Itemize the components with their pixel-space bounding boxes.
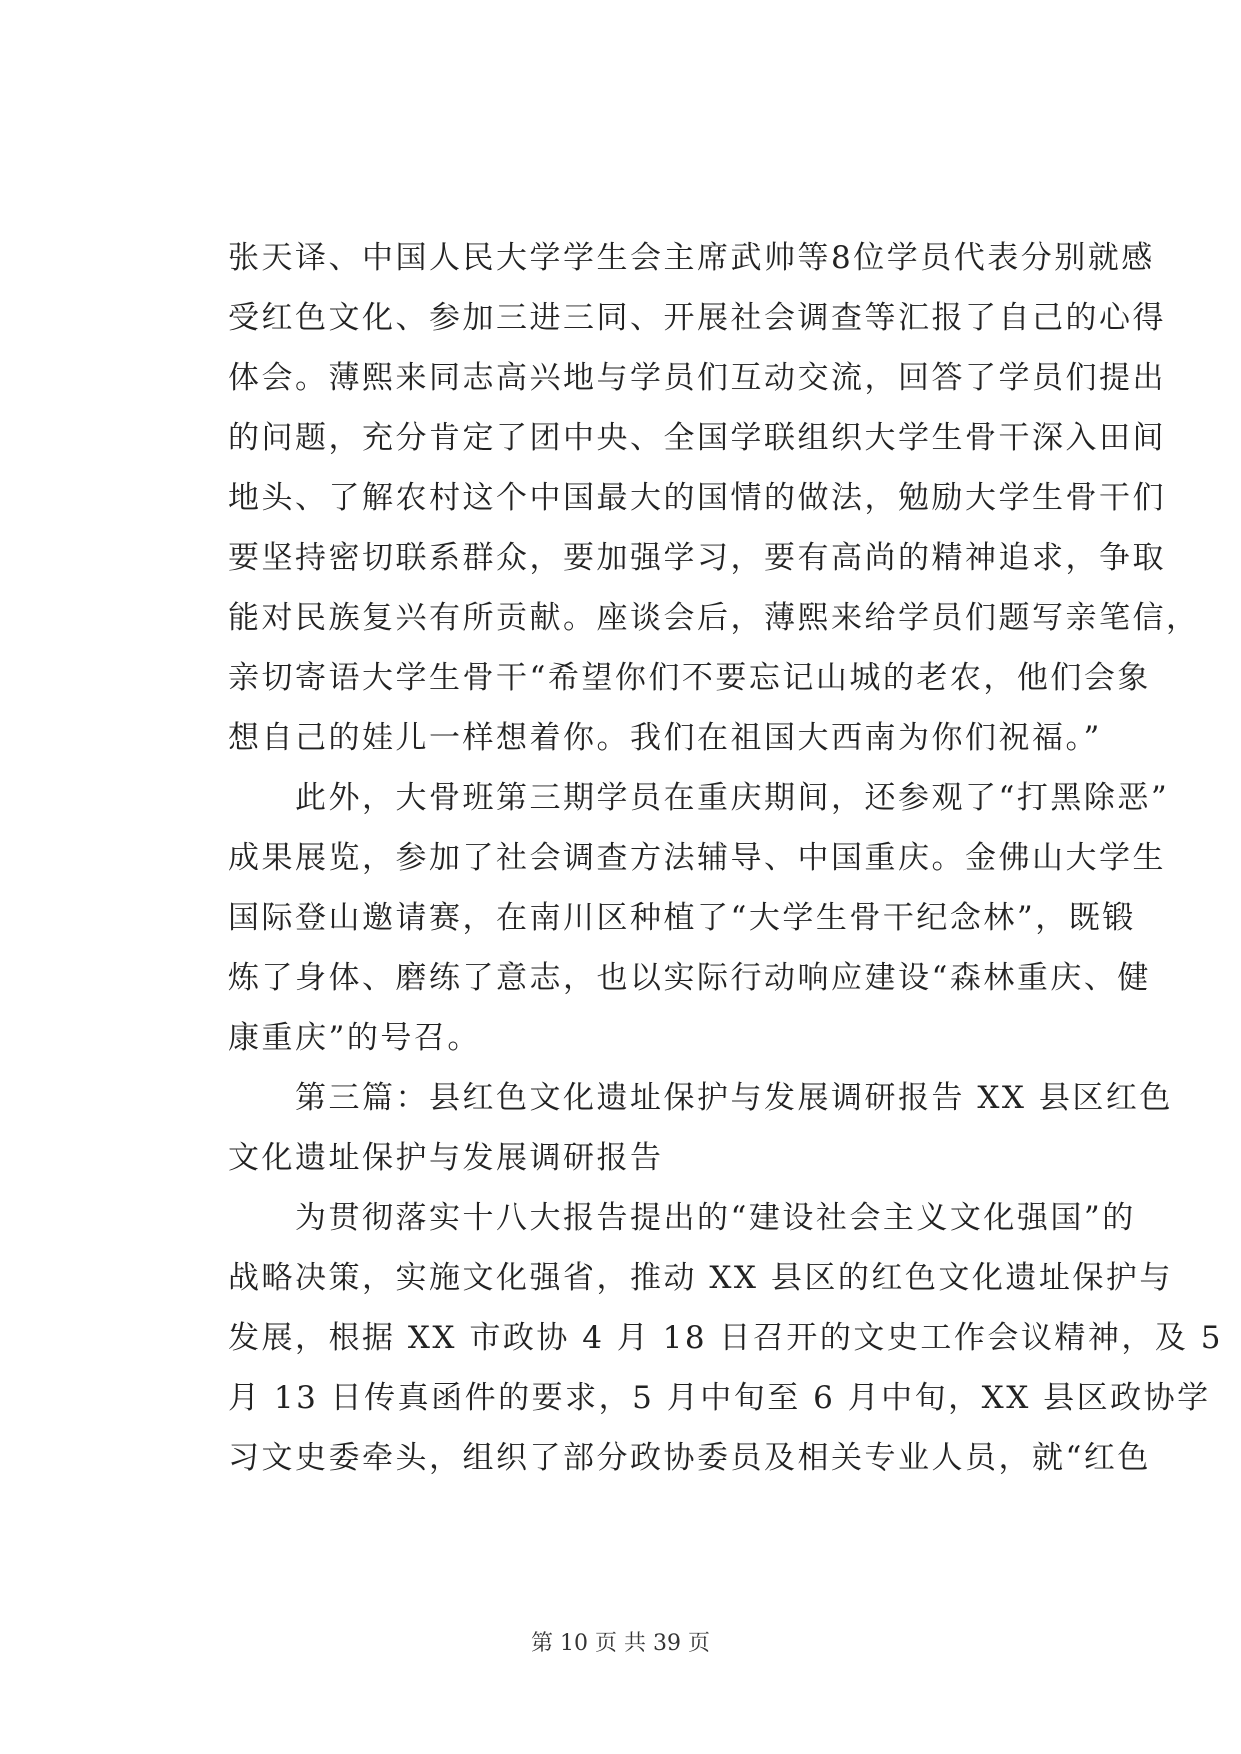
text-line: 习文史委牵头，组织了部分政协委员及相关专业人员，就“红色 [228, 1440, 1151, 1476]
section-heading-part-three [228, 1068, 1173, 1188]
text-line: 的问题，充分肯定了团中央、全国学联组织大学生骨干深入田间 [228, 420, 1166, 456]
text-line: 第三篇：县红色文化遗址保护与发展调研报告 XX 县区红色 [228, 1080, 1173, 1116]
text-line: 想自己的娃儿一样想着你。我们在祖国大西南为你们祝福。” [228, 720, 1102, 756]
paragraph-report-intro [228, 1188, 1224, 1488]
text-line: 月 13 日传真函件的要求，5 月中旬至 6 月中旬，XX 县区政协学 [228, 1380, 1211, 1416]
text-line: 为贯彻落实十八大报告提出的“建设社会主义文化强国”的 [228, 1200, 1136, 1236]
text-line: 发展，根据 XX 市政协 4 月 18 日召开的文史工作会议精神，及 5 [228, 1320, 1224, 1356]
text-line: 国际登山邀请赛，在南川区种植了“大学生骨干纪念林”，既锻 [228, 900, 1136, 936]
text-line: 体会。薄熙来同志高兴地与学员们互动交流，回答了学员们提出 [228, 360, 1166, 396]
text-line: 地头、了解农村这个中国最大的国情的做法，勉励大学生骨干们 [228, 480, 1166, 516]
text-line: 文化遗址保护与发展调研报告 [228, 1140, 664, 1176]
text-line: 此外，大骨班第三期学员在重庆期间，还参观了“打黑除恶” [228, 780, 1170, 816]
text-line: 要坚持密切联系群众，要加强学习，要有高尚的精神追求，争取 [228, 540, 1166, 576]
document-body [228, 228, 1224, 1488]
text-line: 成果展览，参加了社会调查方法辅导、中国重庆。金佛山大学生 [228, 840, 1166, 876]
paragraph-continuation [228, 228, 1200, 768]
text-line: 张天译、中国人民大学学生会主席武帅等8位学员代表分别就感 [228, 240, 1155, 276]
text-line: 炼了身体、磨练了意志，也以实际行动响应建设“森林重庆、健 [228, 960, 1151, 996]
page-number-footer: 第 10 页 共 39 页 [531, 1631, 710, 1656]
paragraph-chongqing-activities [228, 768, 1170, 1068]
text-line: 战略决策，实施文化强省，推动 XX 县区的红色文化遗址保护与 [228, 1260, 1173, 1296]
text-line: 能对民族复兴有所贡献。座谈会后，薄熙来给学员们题写亲笔信， [228, 600, 1200, 636]
text-line: 亲切寄语大学生骨干“希望你们不要忘记山城的老农，他们会象 [228, 660, 1151, 696]
text-line: 受红色文化、参加三进三同、开展社会调查等汇报了自己的心得 [228, 300, 1166, 336]
text-line: 康重庆”的号召。 [228, 1020, 481, 1056]
